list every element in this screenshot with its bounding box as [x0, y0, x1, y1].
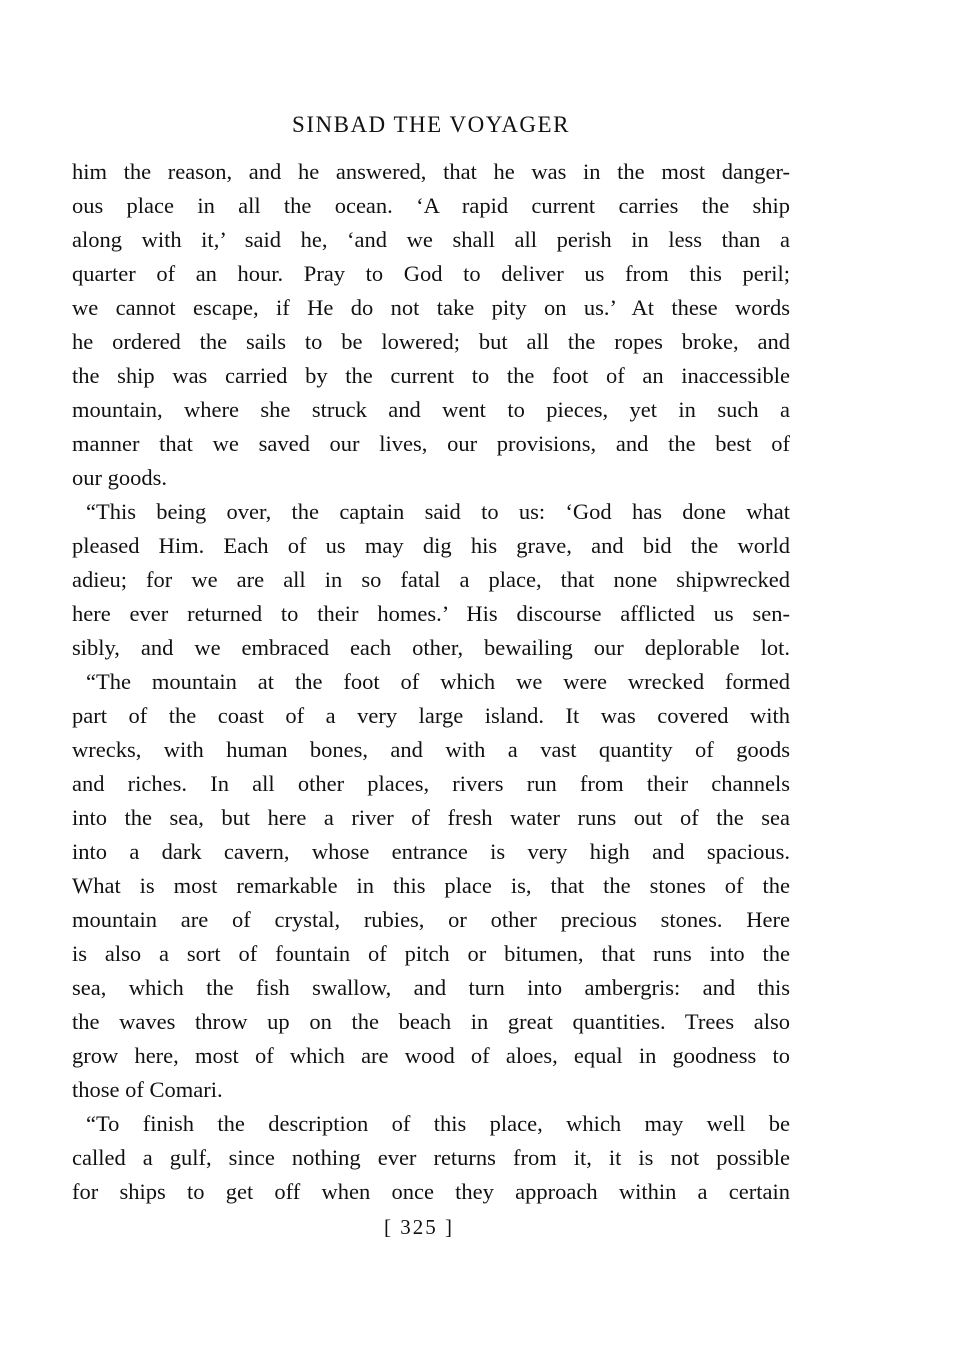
- text-line: we cannot escape, if He do not take pity on us.’ At these words: [72, 295, 790, 320]
- text-line: our goods.: [72, 465, 167, 490]
- text-line: is also a sort of fountain of pitch or bitumen, that runs into the: [72, 941, 790, 966]
- text-line: “To finish the description of this place, which may well be: [86, 1111, 790, 1136]
- text-line: sibly, and we embraced each other, bewailing our deplorable lot.: [72, 635, 790, 660]
- text-line: and riches. In all other places, rivers run from their channels: [72, 771, 790, 796]
- text-line: into a dark cavern, whose entrance is very high and spacious.: [72, 839, 790, 864]
- text-line: “This being over, the captain said to us: ‘God has done what: [86, 499, 790, 524]
- paragraph: [72, 155, 790, 495]
- text-line: grow here, most of which are wood of aloes, equal in goodness to: [72, 1043, 790, 1068]
- text-line: the waves throw up on the beach in great quantities. Trees also: [72, 1009, 790, 1034]
- text-line: adieu; for we are all in so fatal a place, that none shipwrecked: [72, 567, 790, 592]
- paragraph: [72, 665, 790, 1107]
- text-line: along with it,’ said he, ‘and we shall all perish in less than a: [72, 227, 790, 252]
- body-text: [72, 155, 790, 1209]
- text-line: pleased Him. Each of us may dig his grave, and bid the world: [72, 533, 790, 558]
- text-line: ous place in all the ocean. ‘A rapid current carries the ship: [72, 193, 790, 218]
- text-line: part of the coast of a very large island. It was covered with: [72, 703, 790, 728]
- text-line: What is most remarkable in this place is, that the stones of the: [72, 873, 790, 898]
- text-line: mountain are of crystal, rubies, or other precious stones. Here: [72, 907, 790, 932]
- text-line: manner that we saved our lives, our provisions, and the best of: [72, 431, 790, 456]
- running-head: SINBAD THE VOYAGER: [292, 112, 570, 137]
- text-line: wrecks, with human bones, and with a vast quantity of goods: [72, 737, 790, 762]
- text-line: he ordered the sails to be lowered; but all the ropes broke, and: [72, 329, 790, 354]
- text-line: quarter of an hour. Pray to God to deliver us from this peril;: [72, 261, 790, 286]
- text-line: for ships to get off when once they approach within a certain: [72, 1179, 790, 1204]
- text-line: the ship was carried by the current to the foot of an inaccessible: [72, 363, 790, 388]
- text-line: into the sea, but here a river of fresh water runs out of the sea: [72, 805, 790, 830]
- text-line: here ever returned to their homes.’ His discourse afflicted us sen-: [72, 601, 790, 626]
- text-line: him the reason, and he answered, that he was in the most danger-: [72, 159, 790, 184]
- paragraph: [72, 495, 790, 665]
- text-line: “The mountain at the foot of which we were wrecked formed: [86, 669, 790, 694]
- text-line: those of Comari.: [72, 1077, 223, 1102]
- text-line: sea, which the fish swallow, and turn into ambergris: and this: [72, 975, 790, 1000]
- text-line: called a gulf, since nothing ever returns from it, it is not possible: [72, 1145, 790, 1170]
- page-number: [ 325 ]: [384, 1215, 454, 1239]
- text-line: mountain, where she struck and went to pieces, yet in such a: [72, 397, 790, 422]
- paragraph: [72, 1107, 790, 1209]
